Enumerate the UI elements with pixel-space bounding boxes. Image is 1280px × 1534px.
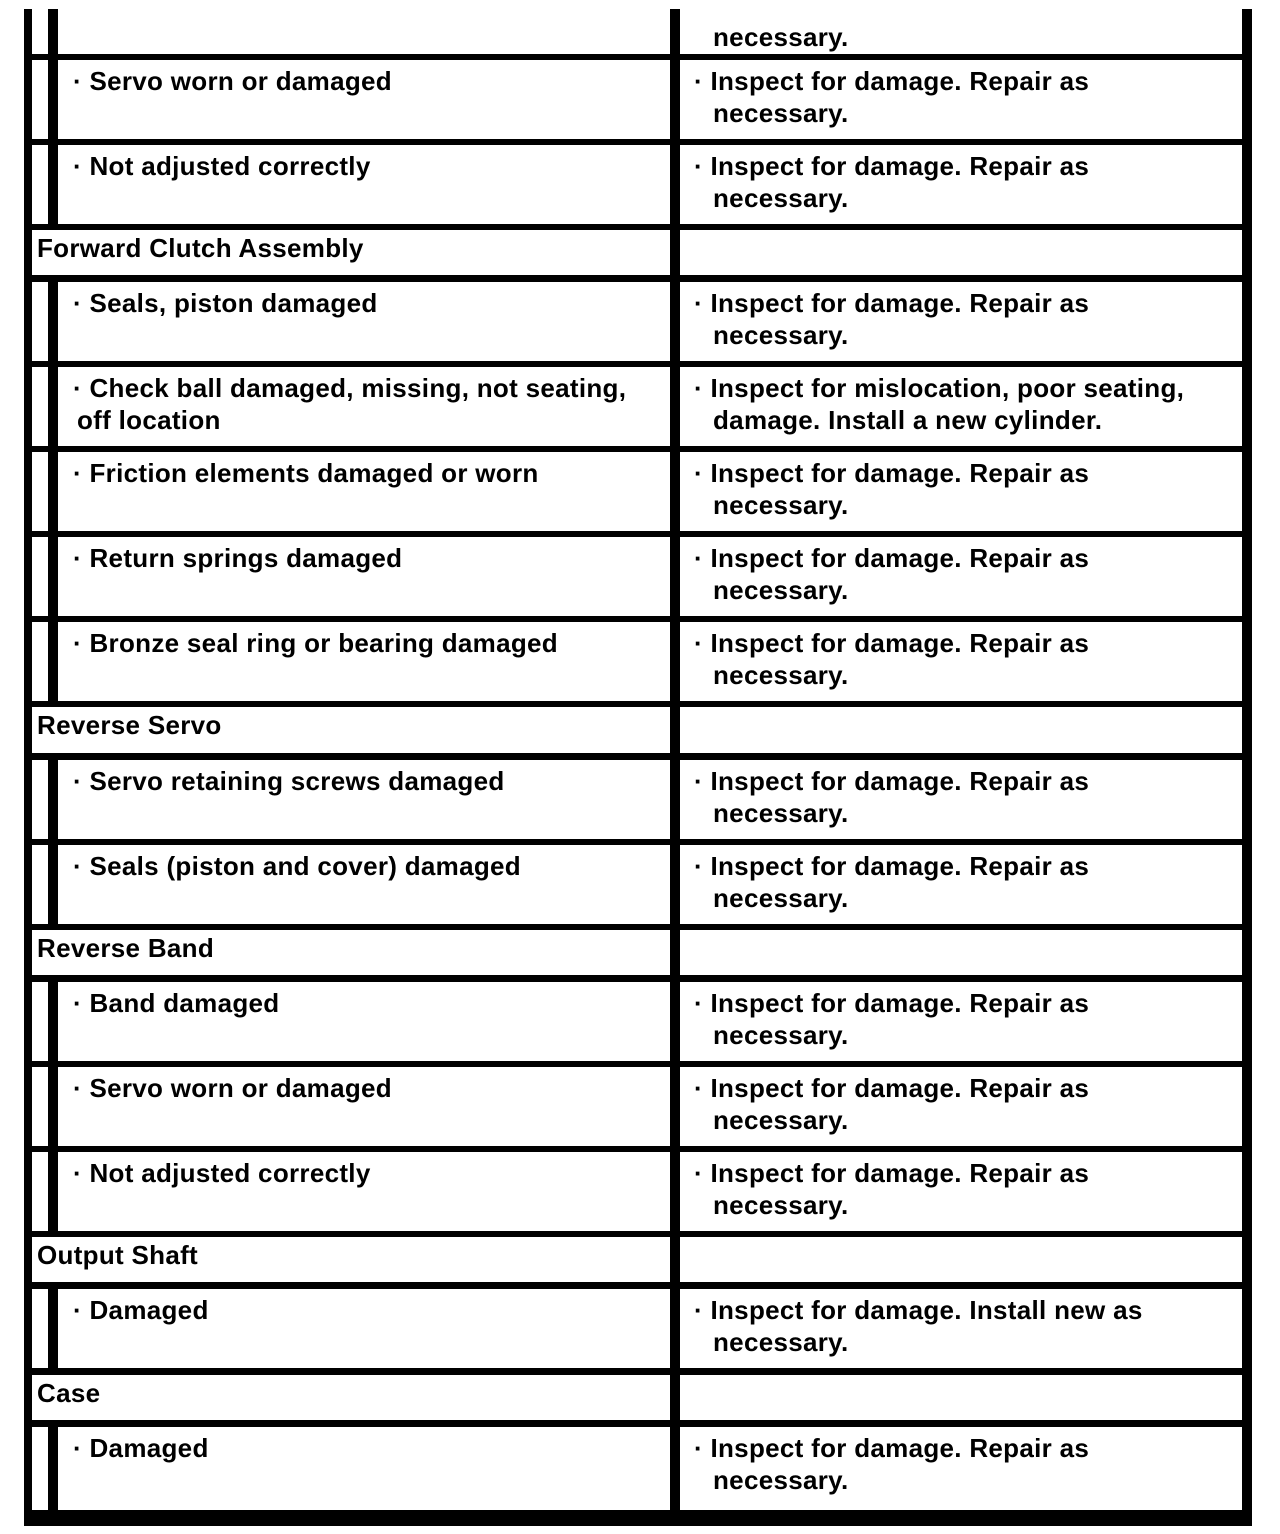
table-row: [24, 282, 1252, 361]
cause-text: · Not adjusted correctly: [73, 151, 371, 181]
indent-stub: [32, 622, 48, 701]
category-label: Case: [32, 1375, 670, 1420]
table-row: [24, 1152, 1252, 1231]
action-text-continued: necessary.: [713, 490, 849, 520]
cause-cell: [58, 145, 670, 224]
cause-text: · Servo retaining screws damaged: [73, 766, 505, 796]
cause-text: · Check ball damaged, missing, not seating,: [73, 373, 627, 403]
action-cell-empty: [680, 1237, 1242, 1282]
action-text: · Inspect for damage. Repair as: [694, 1158, 1090, 1188]
cause-cell: [58, 1289, 670, 1368]
action-text: · Inspect for damage. Repair as: [694, 1433, 1090, 1463]
cause-text: · Damaged: [73, 1295, 209, 1325]
action-cell: [680, 145, 1242, 224]
action-cell-empty: [680, 707, 1242, 753]
table-row: [24, 760, 1252, 839]
category-row: [24, 1375, 1252, 1420]
category-label: Reverse Band: [32, 930, 670, 975]
action-text-continued: necessary.: [713, 1020, 849, 1050]
table-row: [24, 60, 1252, 139]
cause-text: · Servo worn or damaged: [73, 1073, 392, 1103]
action-cell: [680, 982, 1242, 1061]
action-text: · Inspect for damage. Repair as: [694, 543, 1090, 573]
table-row: [24, 982, 1252, 1061]
cause-cell: [58, 537, 670, 616]
action-text: · Inspect for damage. Repair as: [694, 628, 1090, 658]
action-text-continued: necessary.: [713, 1190, 849, 1220]
action-text: · Inspect for damage. Repair as: [694, 988, 1090, 1018]
action-cell: [680, 760, 1242, 839]
action-text-continued: necessary.: [713, 1327, 849, 1357]
action-text: · Inspect for damage. Repair as: [694, 288, 1090, 318]
action-text: · Inspect for damage. Repair as: [694, 851, 1090, 881]
cause-cell: [58, 1067, 670, 1146]
action-cell: [680, 1427, 1242, 1510]
indent-stub: [32, 1289, 48, 1368]
indent-stub: [32, 452, 48, 531]
category-row: [24, 1237, 1252, 1282]
table-row: [24, 367, 1252, 446]
category-row: [24, 230, 1252, 275]
action-cell: [680, 1067, 1242, 1146]
table-row: [24, 1427, 1252, 1510]
action-text: · Inspect for damage. Install new as: [694, 1295, 1143, 1325]
indent-stub: [32, 845, 48, 924]
indent-stub: [32, 537, 48, 616]
action-cell: [680, 537, 1242, 616]
action-text-continued: necessary.: [713, 1105, 849, 1135]
cause-cell: [58, 60, 670, 139]
cause-text: · Damaged: [73, 1433, 209, 1463]
action-text: · Inspect for damage. Repair as: [694, 66, 1090, 96]
category-row: [24, 930, 1252, 975]
cause-text: · Band damaged: [73, 988, 280, 1018]
action-text-continued: necessary.: [713, 183, 849, 213]
action-cell: [680, 845, 1242, 924]
table-row: [24, 452, 1252, 531]
indent-stub: [32, 982, 48, 1061]
table-row: [24, 622, 1252, 701]
action-text: · Inspect for mislocation, poor seating,: [694, 373, 1185, 403]
action-text: · Inspect for damage. Repair as: [694, 766, 1090, 796]
action-text: · Inspect for damage. Repair as: [694, 458, 1090, 488]
indent-stub: [32, 1152, 48, 1231]
cause-cell: [58, 1427, 670, 1510]
action-text-continued: necessary.: [713, 883, 849, 913]
action-cell: [680, 9, 1242, 54]
action-text-continued: necessary.: [713, 320, 849, 350]
cause-cell: [58, 982, 670, 1061]
category-label: Output Shaft: [32, 1237, 670, 1282]
action-cell: [680, 452, 1242, 531]
indent-stub: [32, 367, 48, 446]
action-text-continued: necessary.: [713, 98, 849, 128]
table-row: [24, 1067, 1252, 1146]
action-text: · Inspect for damage. Repair as: [694, 1073, 1090, 1103]
cause-cell: [58, 622, 670, 701]
cause-text: · Seals (piston and cover) damaged: [73, 851, 521, 881]
cause-text-continued: off location: [77, 405, 221, 435]
indent-stub: [32, 1427, 48, 1510]
table-row: [24, 9, 1252, 54]
cause-cell: [58, 282, 670, 361]
action-cell: [680, 1289, 1242, 1368]
cause-cell: [58, 367, 670, 446]
table-row: [24, 1289, 1252, 1368]
indent-stub: [32, 282, 48, 361]
category-label: Forward Clutch Assembly: [32, 230, 670, 275]
cause-text: · Bronze seal ring or bearing damaged: [73, 628, 558, 658]
category-label: Reverse Servo: [32, 707, 670, 753]
action-text: · Inspect for damage. Repair as: [694, 151, 1090, 181]
cause-text: · Friction elements damaged or worn: [73, 458, 539, 488]
action-text-continued: necessary.: [713, 1465, 849, 1495]
indent-stub: [32, 9, 48, 54]
diagnosis-table: [24, 9, 1252, 1526]
action-text-continued: necessary.: [713, 798, 849, 828]
action-cell-empty: [680, 930, 1242, 975]
indent-stub: [32, 60, 48, 139]
cause-cell: [58, 845, 670, 924]
action-cell: [680, 622, 1242, 701]
table-row: [24, 537, 1252, 616]
action-cell: [680, 1152, 1242, 1231]
action-text-continued: necessary.: [713, 22, 849, 52]
cause-text: · Return springs damaged: [73, 543, 403, 573]
action-cell: [680, 367, 1242, 446]
indent-stub: [32, 1067, 48, 1146]
cause-text: · Not adjusted correctly: [73, 1158, 371, 1188]
cause-cell: [58, 452, 670, 531]
cause-text: · Seals, piston damaged: [73, 288, 378, 318]
action-cell: [680, 60, 1242, 139]
indent-stub: [32, 145, 48, 224]
cause-cell: [58, 760, 670, 839]
action-text-continued: necessary.: [713, 660, 849, 690]
table-row: [24, 145, 1252, 224]
action-text: [694, 9, 1242, 21]
indent-stub: [32, 760, 48, 839]
action-cell: [680, 282, 1242, 361]
action-cell-empty: [680, 1375, 1242, 1420]
cause-cell: [58, 1152, 670, 1231]
table-row: [24, 845, 1252, 924]
cause-cell: [58, 9, 670, 54]
cause-text: · Servo worn or damaged: [73, 66, 392, 96]
action-text-continued: necessary.: [713, 575, 849, 605]
action-cell-empty: [680, 230, 1242, 275]
action-text-continued: damage. Install a new cylinder.: [713, 405, 1103, 435]
category-row: [24, 707, 1252, 753]
